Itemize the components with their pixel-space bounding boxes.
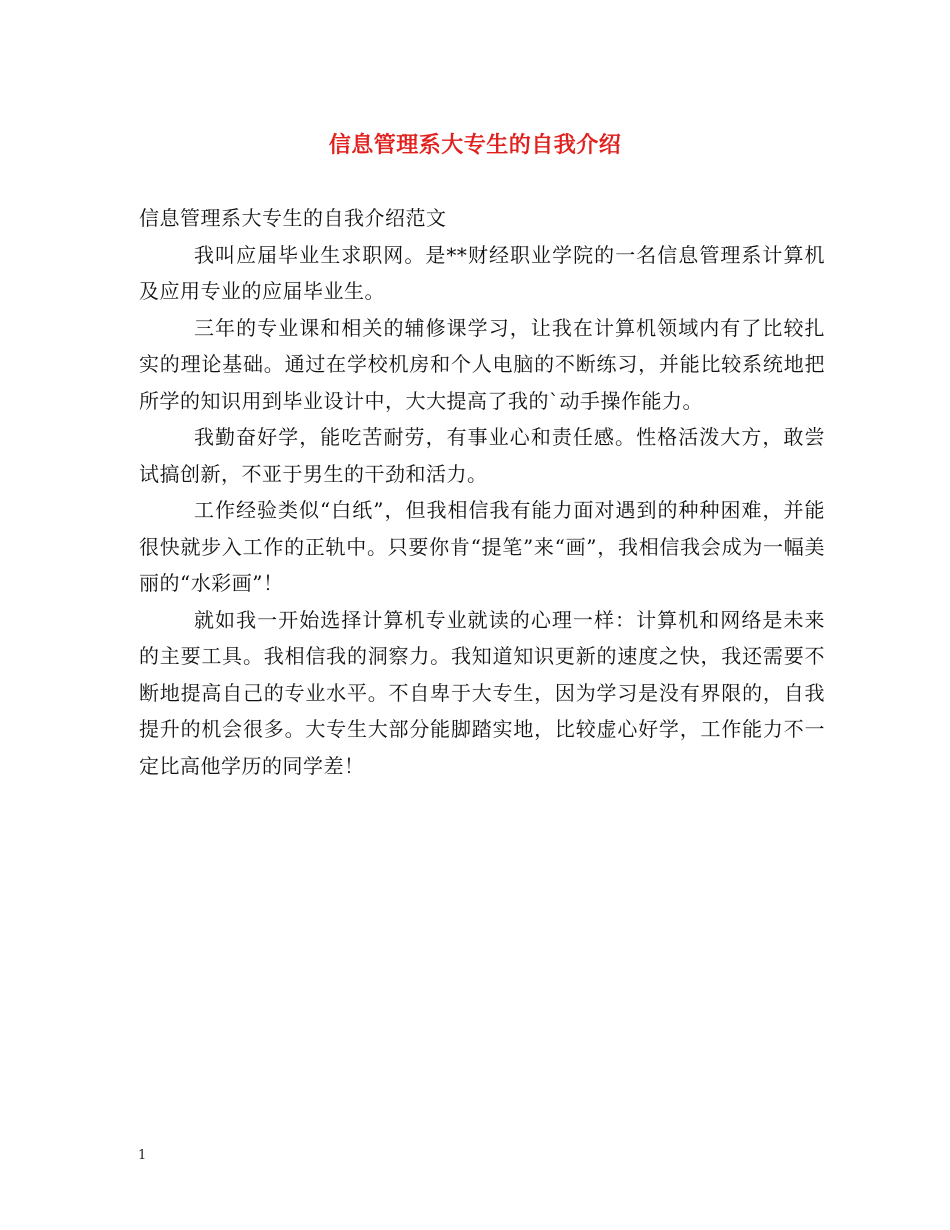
document-body <box>139 200 825 784</box>
paragraph-2: 三年的专业课和相关的辅修课学习，让我在计算机领域内有了比较扎实的理论基础。通过在学校机房和个人电脑的不断练习，并能比较系统地把所学的知识用到毕业设计中，大大提高了我的`动手操作能力。 <box>139 315 825 413</box>
paragraph-4: 工作经验类似“白纸”，但我相信我有能力面对遇到的种种困难，并能很快就步入工作的正轨中。只要你肯“提笔”来“画”，我相信我会成为一幅美丽的“水彩画”！ <box>139 498 825 595</box>
document-title: 信息管理系大专生的自我介绍 <box>328 133 622 158</box>
paragraph-1: 我叫应届毕业生求职网。是**财经职业学院的一名信息管理系计算机及应用专业的应届毕业生。 <box>139 242 825 303</box>
paragraph-3: 我勤奋好学，能吃苦耐劳，有事业心和责任感。性格活泼大方，敢尝试搞创新，不亚于男生的干劲和活力。 <box>139 425 825 486</box>
document-subtitle: 信息管理系大专生的自我介绍范文 <box>139 206 447 230</box>
page-number: 1 <box>138 1148 147 1163</box>
paragraph-5: 就如我一开始选择计算机专业就读的心理一样：计算机和网络是未来的主要工具。我相信我的洞察力。我知道知识更新的速度之快，我还需要不断地提高自己的专业水平。不自卑于大专生，因为学习是没有界限的，自我提升的机会很多。大专生大部分能脚踏实地，比较虚心好学，工作能力不一定比高他学历的同学差！ <box>139 607 825 778</box>
